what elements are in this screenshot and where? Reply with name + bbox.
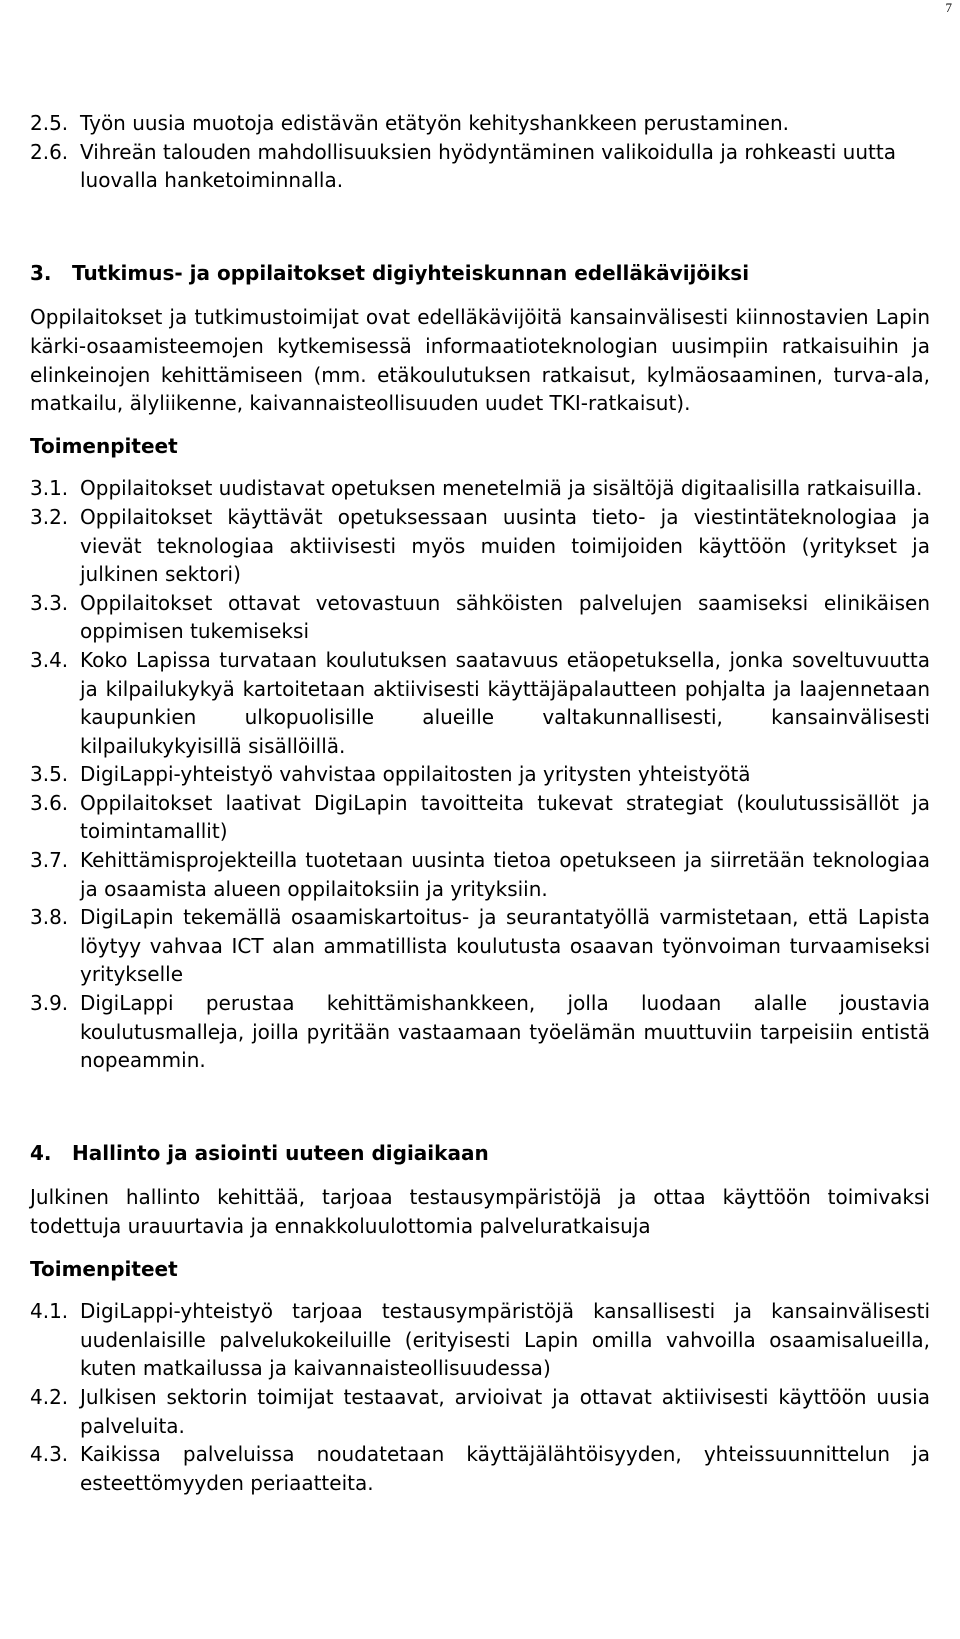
item-text: Oppilaitokset laativat DigiLapin tavoitteita tukevat strategiat (koulutussisällöt ja toimintamallit) xyxy=(80,790,930,844)
item-text: Vihreän talouden mahdollisuuksien hyödyntäminen valikoidulla ja rohkeasti uutta luovalla hanketoiminnalla. xyxy=(80,139,896,193)
item-number: 4.2. xyxy=(30,1384,69,1409)
item-number: 3.4. xyxy=(30,647,69,672)
item-number: 3.1. xyxy=(30,476,69,501)
item-number: 3.8. xyxy=(30,905,69,930)
item-number: 3.2. xyxy=(30,504,69,529)
section-heading xyxy=(30,259,930,288)
item-text: Kaikissa palveluissa noudatetaan käyttäjälähtöisyyden, yhteissuunnittelun ja esteettömyyden periaatteita. xyxy=(80,1442,930,1495)
section-title: Tutkimus- ja oppilaitokset digiyhteiskunnan edelläkävijöiksi xyxy=(72,260,750,285)
list-item xyxy=(30,589,930,646)
section-number: 3. xyxy=(30,260,52,285)
item-text: DigiLappi perustaa kehittämishankkeen, jolla luodaan alalle joustavia koulutusmalleja, joilla pyritään vastaamaan työelämän muuttuviin tarpeisiin entistä nopeammin. xyxy=(80,991,930,1073)
list-item xyxy=(30,760,930,789)
list-item xyxy=(30,1440,930,1497)
list-item xyxy=(30,138,930,195)
subheading-toimenpiteet: Toimenpiteet xyxy=(30,1256,178,1281)
section-paragraph: Julkinen hallinto kehittää, tarjoaa testausympäristöjä ja ottaa käyttöön toimivaksi todettuja urauurtavia ja ennakkoluulottomia palveluratkaisuja xyxy=(30,1185,930,1238)
item-text: DigiLappi-yhteistyö vahvistaa oppilaitosten ja yritysten yhteistyötä xyxy=(80,762,751,787)
list-item xyxy=(30,1297,930,1383)
list-item xyxy=(30,789,930,846)
list-item xyxy=(30,903,930,989)
document-body xyxy=(30,109,930,1497)
list-item xyxy=(30,646,930,760)
item-number: 3.7. xyxy=(30,848,69,873)
item-text: Julkisen sektorin toimijat testaavat, arvioivat ja ottavat aktiivisesti käyttöön uusia palveluita. xyxy=(80,1384,930,1438)
subheading-toimenpiteet: Toimenpiteet xyxy=(30,433,178,458)
item-text: Koko Lapissa turvataan koulutuksen saatavuus etäopetuksella, jonka soveltuvuutta ja kilpailukykyä kartoitetaan aktiivisesti käyttäjäpalautteen pohjalta ja laajennetaan kaupunkien ulkopuolisille alueille valtakunnallisesti, kansainvälisesti kilpailukykyisillä sisällöillä. xyxy=(80,647,930,758)
list-item xyxy=(30,1383,930,1440)
item-number: 4.3. xyxy=(30,1442,69,1467)
item-text: DigiLappi-yhteistyö tarjoaa testausympäristöjä kansallisesti ja kansainvälisesti uudenlaisille palvelukokeiluille (erityisesti Lapin omilla vahvoilla osaamisalueilla, kuten matkailussa ja kaivannaisteollisuudessa) xyxy=(80,1299,930,1381)
section-heading xyxy=(30,1139,930,1168)
item-text: Oppilaitokset käyttävät opetuksessaan uusinta tieto- ja viestintäteknologiaa ja vievät teknologiaa aktiivisesti myös muiden toimijoiden käyttöön (yritykset ja julkinen sektori) xyxy=(80,504,930,587)
item-number: 4.1. xyxy=(30,1299,69,1324)
section-title: Hallinto ja asiointi uuteen digiaikaan xyxy=(72,1140,489,1165)
item-number: 2.5. xyxy=(30,111,69,135)
list-item xyxy=(30,503,930,589)
list-item xyxy=(30,989,930,1075)
item-text: Oppilaitokset ottavat vetovastuun sähköisten palvelujen saamiseksi elinikäisen oppimisen tukemiseksi xyxy=(80,590,930,644)
list-item xyxy=(30,109,930,138)
item-number: 3.5. xyxy=(30,762,69,787)
section-paragraph: Oppilaitokset ja tutkimustoimijat ovat edelläkävijöitä kansainvälisesti kiinnostavien Lapin kärki-osaamisteemojen kytkemisessä informaatioteknologian uusimpiin ratkaisuihin ja elinkeinojen kehittämiseen (mm. etäkoulutuksen ratkaisut, kylmäosaaminen, turva-ala, matkailu, älyliikenne, kaivannaisteollisuuden uudet TKI-ratkaisut). xyxy=(30,305,930,416)
item-number: 3.6. xyxy=(30,790,69,815)
section-number: 4. xyxy=(30,1140,52,1165)
item-text: Kehittämisprojekteilla tuotetaan uusinta tietoa opetukseen ja siirretään teknologiaa ja osaamista alueen oppilaitoksiin ja yrityksiin. xyxy=(80,848,930,901)
page-number: 7 xyxy=(945,0,952,15)
item-text: DigiLapin tekemällä osaamiskartoitus- ja seurantatyöllä varmistetaan, että Lapista löytyy vahvaa ICT alan ammatillista koulutusta osaavan työnvoiman turvaamiseksi yritykselle xyxy=(80,905,930,987)
item-number: 3.3. xyxy=(30,590,69,615)
list-item xyxy=(30,846,930,903)
item-number: 3.9. xyxy=(30,991,69,1016)
item-number: 2.6. xyxy=(30,139,69,164)
item-text: Oppilaitokset uudistavat opetuksen menetelmiä ja sisältöjä digitaalisilla ratkaisuilla. xyxy=(80,476,923,501)
item-text: Työn uusia muotoja edistävän etätyön kehityshankkeen perustaminen. xyxy=(80,111,790,135)
list-item xyxy=(30,474,930,503)
